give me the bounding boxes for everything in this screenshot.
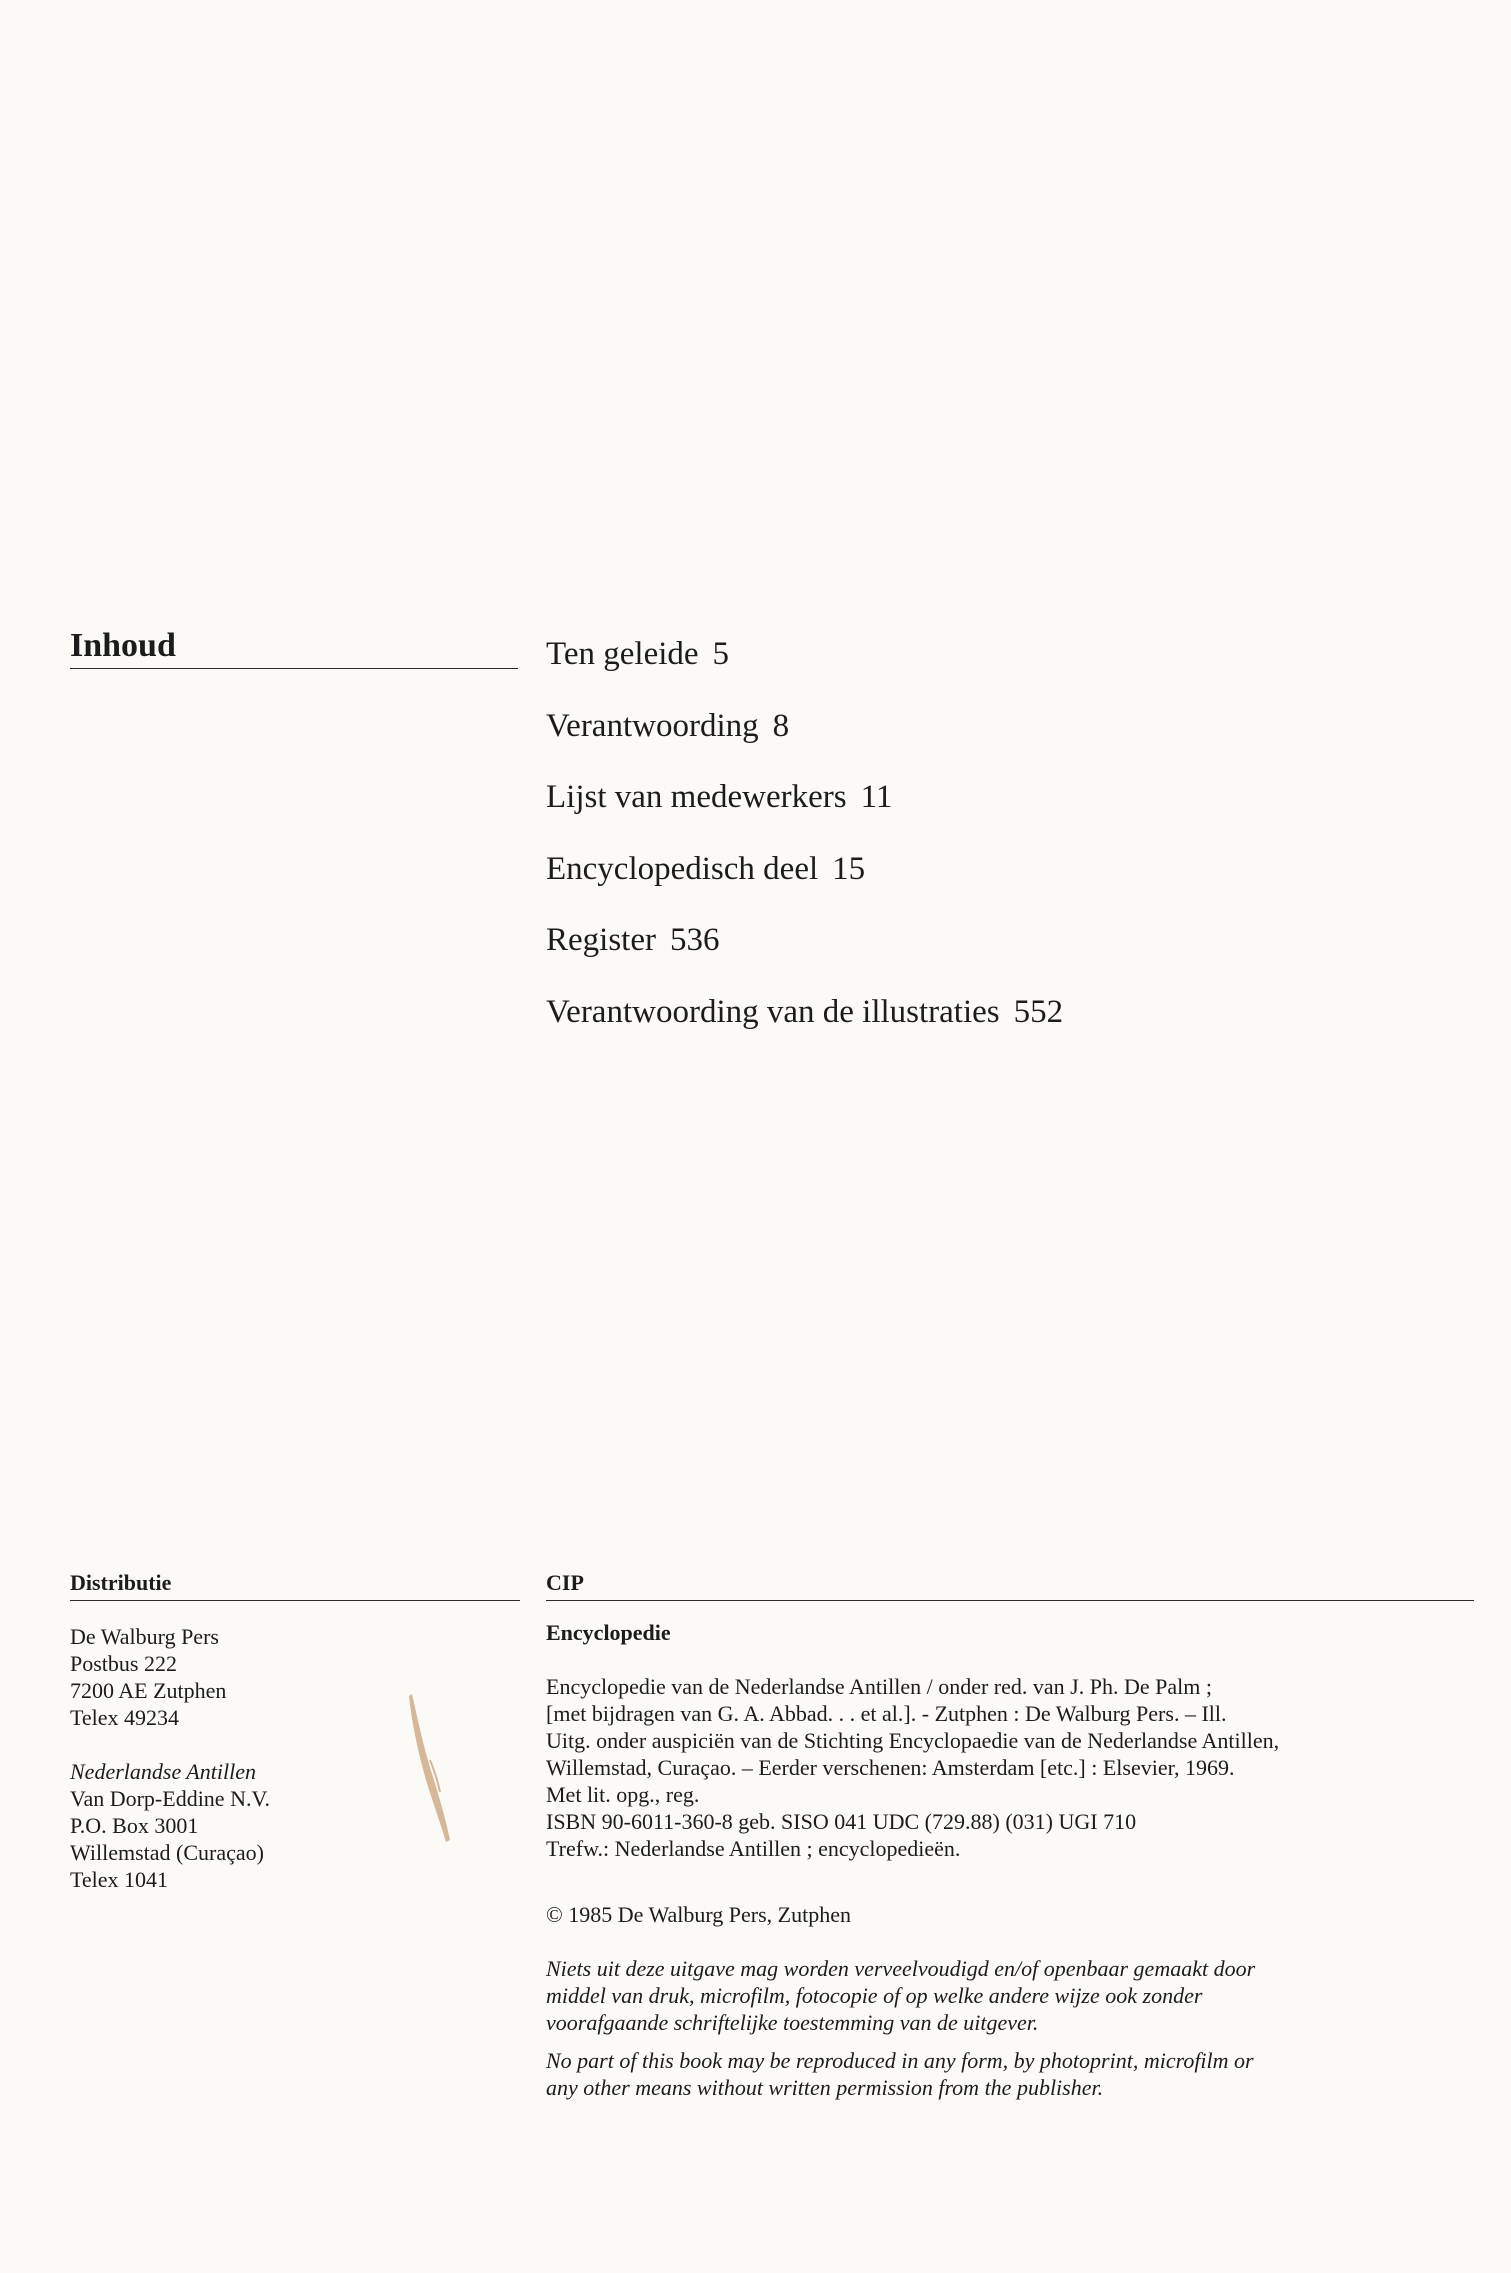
rights-notice-english — [546, 2047, 1254, 2101]
antilles-distributor: Van Dorp-Eddine N.V. — [70, 1786, 271, 1811]
toc-item-page: 11 — [860, 779, 893, 815]
cip-line: Met lit. opg., reg. — [546, 1782, 700, 1807]
publisher-address-1: Postbus 222 — [70, 1651, 177, 1676]
cip-line: ISBN 90-6011-360-8 geb. SISO 041 UDC (729.88) (031) UGI 710 — [546, 1809, 1137, 1834]
toc-item-title: Lijst van medewerkers — [546, 779, 847, 815]
toc-item-title: Ten geleide — [546, 636, 699, 672]
cip-record — [546, 1673, 1279, 1862]
publisher-telex: Telex 49234 — [70, 1705, 180, 1730]
toc-item — [546, 706, 1063, 778]
toc-item-page: 8 — [772, 707, 790, 744]
toc-item-title: Register — [546, 922, 656, 958]
toc-item-page: 15 — [832, 850, 866, 887]
toc-item — [546, 634, 1063, 706]
cip-line: [met bijdragen van G. A. Abbad. . . et al.]. - Zutphen : De Walburg Pers. – Ill. — [546, 1701, 1227, 1726]
distributie-heading: Distributie — [70, 1570, 172, 1595]
cip-rule — [546, 1600, 1474, 1601]
toc-list — [546, 634, 1063, 1063]
cip-line: Willemstad, Curaçao. – Eerder verschenen: Amsterdam [etc.] : Elsevier, 1969. — [546, 1755, 1235, 1780]
cip-heading: CIP — [546, 1570, 584, 1595]
cip-line: Encyclopedie van de Nederlandse Antillen / onder red. van J. Ph. De Palm ; — [546, 1674, 1212, 1699]
toc-heading: Inhoud — [70, 627, 176, 664]
toc-item-title: Verantwoording — [546, 707, 759, 744]
cip-subheading: Encyclopedie — [546, 1620, 671, 1645]
copyright-notice: © 1985 De Walburg Pers, Zutphen — [546, 1902, 851, 1927]
antilles-telex: Telex 1041 — [70, 1867, 169, 1892]
antilles-address-2: Willemstad (Curaçao) — [70, 1840, 264, 1865]
toc-heading-rule — [70, 668, 518, 669]
toc-item-page: 552 — [1013, 993, 1064, 1030]
notice-line: any other means without written permission from the publisher. — [546, 2075, 1104, 2100]
toc-item-page: 5 — [712, 636, 730, 672]
antilles-address-1: P.O. Box 3001 — [70, 1813, 199, 1838]
publisher-name: De Walburg Pers — [70, 1624, 219, 1649]
distributie-block — [70, 1623, 270, 1893]
toc-item — [546, 920, 1063, 992]
toc-item-page: 536 — [669, 922, 720, 958]
publisher-address-2: 7200 AE Zutphen — [70, 1678, 227, 1703]
notice-line: voorafgaande schriftelijke toestemming van de uitgever. — [546, 2010, 1039, 2035]
rights-notice-dutch — [546, 1955, 1255, 2036]
distributie-rule — [70, 1600, 520, 1601]
notice-line: No part of this book may be reproduced in any form, by photoprint, microfilm or — [546, 2048, 1254, 2073]
notice-line: middel van druk, microfilm, fotocopie of op welke andere wijze ook zonder — [546, 1983, 1203, 2008]
toc-item — [546, 849, 1063, 921]
toc-item-title: Verantwoording van de illustraties — [546, 993, 1000, 1030]
paper-stain-mark — [400, 1690, 460, 1850]
cip-line: Uitg. onder auspiciën van de Stichting Encyclopaedie van de Nederlandse Antillen, — [546, 1728, 1280, 1753]
notice-line: Niets uit deze uitgave mag worden verveelvoudigd en/of openbaar gemaakt door — [546, 1956, 1256, 1981]
toc-item — [546, 777, 1063, 849]
antilles-region: Nederlandse Antillen — [70, 1759, 256, 1784]
cip-line: Trefw.: Nederlandse Antillen ; encyclopedieën. — [546, 1836, 961, 1861]
toc-item-title: Encyclopedisch deel — [546, 850, 819, 887]
toc-item — [546, 992, 1063, 1064]
